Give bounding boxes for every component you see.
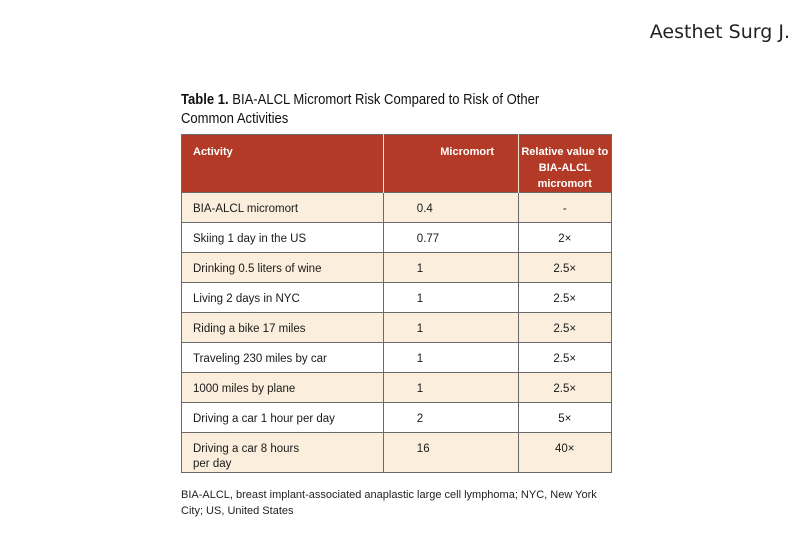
cell-relative: 2.5× xyxy=(518,253,611,283)
header-micromort: Micromort xyxy=(383,135,518,193)
journal-label: Aesthet Surg J. xyxy=(649,21,790,43)
table-row xyxy=(182,313,612,343)
cell-micromort: 1 xyxy=(383,343,518,373)
table-row xyxy=(182,253,612,283)
cell-activity: Driving a car 8 hours per day xyxy=(182,433,384,473)
table-row xyxy=(182,373,612,403)
table-row xyxy=(182,283,612,313)
cell-relative: 2.5× xyxy=(518,313,611,343)
cell-relative: 2.5× xyxy=(518,373,611,403)
cell-micromort: 1 xyxy=(383,283,518,313)
cell-micromort: 2 xyxy=(383,403,518,433)
cell-relative: - xyxy=(518,193,611,223)
cell-micromort: 0.77 xyxy=(383,223,518,253)
cell-micromort: 1 xyxy=(383,373,518,403)
header-relative-value: Relative value to BIA-ALCL micromort xyxy=(518,135,611,193)
table-row xyxy=(182,193,612,223)
cell-micromort: 1 xyxy=(383,253,518,283)
table-row xyxy=(182,343,612,373)
cell-relative: 2× xyxy=(518,223,611,253)
cell-relative: 2.5× xyxy=(518,343,611,373)
cell-activity: Drinking 0.5 liters of wine xyxy=(182,253,384,283)
micromort-table xyxy=(181,134,612,473)
cell-activity: Riding a bike 17 miles xyxy=(182,313,384,343)
cell-activity: Living 2 days in NYC xyxy=(182,283,384,313)
cell-activity: Traveling 230 miles by car xyxy=(182,343,384,373)
table-title xyxy=(181,91,577,129)
table-title-text: BIA-ALCL Micromort Risk Compared to Risk of Other Common Activities xyxy=(181,92,540,127)
cell-micromort: 1 xyxy=(383,313,518,343)
table-footnote: BIA-ALCL, breast implant-associated anaplastic large cell lymphoma; NYC, New York City; US, United States xyxy=(181,489,597,517)
header-activity: Activity xyxy=(182,135,384,193)
cell-activity: Skiing 1 day in the US xyxy=(182,223,384,253)
cell-activity: Driving a car 1 hour per day xyxy=(182,403,384,433)
table-row xyxy=(182,223,612,253)
cell-activity: 1000 miles by plane xyxy=(182,373,384,403)
cell-relative: 5× xyxy=(518,403,611,433)
table-row xyxy=(182,433,612,473)
cell-activity: BIA-ALCL micromort xyxy=(182,193,384,223)
cell-micromort: 0.4 xyxy=(383,193,518,223)
cell-relative: 2.5× xyxy=(518,283,611,313)
table-header-row xyxy=(182,135,612,193)
cell-micromort: 16 xyxy=(383,433,518,473)
cell-relative: 40× xyxy=(518,433,611,473)
table-row xyxy=(182,403,612,433)
table-label: Table 1. xyxy=(181,92,229,108)
